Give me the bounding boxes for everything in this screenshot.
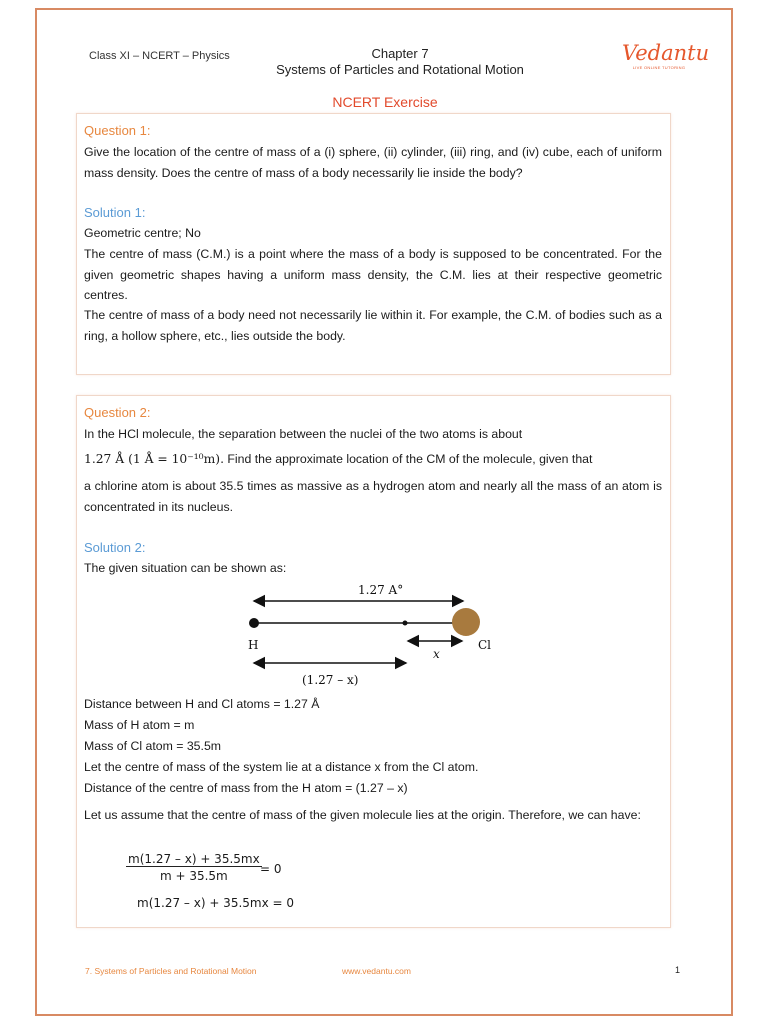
question-2-text-b [84, 452, 592, 466]
fraction-equals-zero: = 0 [260, 862, 282, 876]
solution-2-mass-h: Mass of H atom = m [84, 718, 195, 732]
solution-2-distance-h: Distance of the centre of mass from the H atom = (1.27 – x) [84, 781, 408, 795]
h-label: H [248, 638, 259, 652]
fraction-denominator: m + 35.5m [159, 869, 228, 883]
solution-2-mass-cl: Mass of Cl atom = 35.5m [84, 739, 222, 753]
solution-2-distance: Distance between H and Cl atoms = 1.27 Å [84, 697, 320, 711]
cl-label: Cl [478, 638, 492, 652]
fraction-equation [126, 852, 262, 883]
centre-of-mass-point [403, 621, 408, 626]
footer-chapter: 7. Systems of Particles and Rotational Motion [85, 966, 257, 976]
header-chapter [260, 46, 540, 78]
question-1-label: Question 1: [84, 123, 151, 138]
logo-tagline: LIVE ONLINE TUTORING [632, 65, 686, 70]
question-1-text: Give the location of the centre of mass of a (i) sphere, (ii) cylinder, (iii) ring, and (iv) cube, each of uniform mass density. Does the centre of mass of a body necessarily lie inside the body? [84, 145, 662, 180]
question-2-text-c: a chlorine atom is about 35.5 times as massive as a hydrogen atom and nearly all the mass of an atom is concentrated in its nucleus. [84, 479, 662, 514]
solution-2-intro: The given situation can be shown as: [84, 561, 287, 575]
separation-label: 1.27 A° [358, 583, 404, 597]
question-2-math: 1.27 Å (1 Å = 10⁻¹⁰m). [84, 452, 224, 466]
chapter-number: Chapter 7 [371, 46, 429, 61]
solution-1-para-2: The centre of mass of a body need not necessarily lie within it. For example, the C.M. of bodies such as a ring, a hollow sphere, etc., lies outside the body. [84, 308, 662, 343]
question-2-text-b-rest: Find the approximate location of the CM of the molecule, given that [223, 452, 593, 466]
question-2-label: Question 2: [84, 405, 151, 420]
solution-1-para-1: The centre of mass (C.M.) is a point where the mass of a body is supposed to be concentrated. For the given geometric shapes having a uniform mass density, the C.M. lies at their respective geometric centres. [84, 247, 662, 302]
solution-1-label: Solution 1: [84, 205, 146, 220]
h-atom [249, 618, 259, 628]
hcl-molecule-diagram [240, 578, 510, 690]
logo-text: Vedantu [622, 41, 710, 65]
solution-2-label: Solution 2: [84, 540, 146, 555]
vedantu-logo [622, 41, 710, 70]
solution-2-assume: Let us assume that the centre of mass of the given molecule lies at the origin. Therefore, we can have: [84, 808, 641, 822]
page-number: 1 [675, 965, 681, 975]
solution-2-let: Let the centre of mass of the system lie at a distance x from the Cl atom. [84, 760, 479, 774]
cl-atom [452, 608, 480, 636]
fraction-numerator: m(1.27 – x) + 35.5mx [128, 852, 260, 866]
header-class-label: Class XI – NCERT – Physics [89, 50, 230, 62]
footer-website-link[interactable]: www.vedantu.com [342, 966, 411, 976]
x-label: x [433, 647, 440, 661]
equation-2: m(1.27 – x) + 35.5mx = 0 [137, 896, 295, 910]
section-title: NCERT Exercise [332, 94, 438, 110]
h-to-cm-label: (1.27 – x) [302, 673, 359, 687]
question-2-text-a: In the HCl molecule, the separation between the nuclei of the two atoms is about [84, 427, 523, 441]
solution-1-answer: Geometric centre; No [84, 226, 201, 240]
chapter-title: Systems of Particles and Rotational Motion [276, 62, 524, 77]
